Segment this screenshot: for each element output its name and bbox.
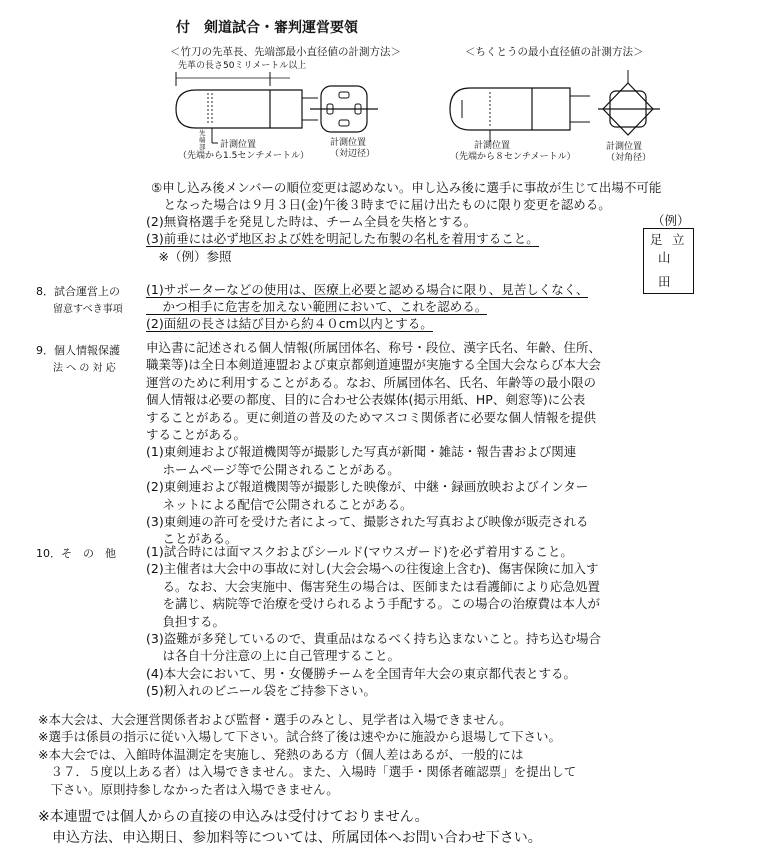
section-8-line-3-text: (2)面紐の長さは結び目から約４０cm以内とする。 bbox=[146, 316, 433, 331]
section-10-line: る。なお、大会実施中、傷害発生の場合は、医師または看護師により応急処置 bbox=[146, 578, 600, 594]
section-10-line: (4)本大会において、男・女優勝チームを全国青年大会の東京都代表とする。 bbox=[146, 665, 576, 681]
section-8-line-2-text: かつ相手に危害を加えない範囲において、これを認める。 bbox=[146, 299, 488, 314]
page-title: 付 剣道試合・審判運営要領 bbox=[176, 20, 358, 36]
section-9-line: (3)東剣連の許可を受けた者によって、撮影された写真および映像が販売される bbox=[146, 514, 589, 530]
section-8-line-1-text: (1)サポーターなどの使用は、医療上必要と認める場合に限り、見苦しくなく、 bbox=[146, 282, 589, 297]
tip-vertical-label: 先端部 bbox=[199, 129, 206, 151]
footer-line-1: ※本連盟では個人からの直接の申込みは受付けておりません。 bbox=[38, 809, 429, 825]
section-8-line-3 bbox=[146, 315, 433, 332]
section-9-line: 申込書に記述される個人情報(所属団体名、称号・段位、漢字氏名、年齢、住所、 bbox=[146, 340, 601, 355]
left-length-note: 先革の長さ50ミリメートル以上 bbox=[178, 61, 307, 71]
item-5-line-1: ⑤申し込み後メンバーの順位変更は認めない。申し込み後に選手に事故が生じて出場不可能 bbox=[151, 180, 662, 195]
section-9-line: (1)東剣連および報道機関等が撮影した写真が新聞・雑誌・報告書および関連 bbox=[146, 444, 577, 460]
left-pos1-label: 計測位置 bbox=[220, 140, 257, 150]
section-10-line: を講じ、病院等で治療を受けられるよう手配する。この場合の治療費は本人が bbox=[146, 596, 600, 612]
section-8-line-1 bbox=[146, 281, 588, 298]
right-pos1-sub: （先端から８センチメートル） bbox=[450, 152, 576, 162]
section-10-line: は各自十分注意の上に自己管理すること。 bbox=[146, 648, 400, 664]
nafuda-left-2: 山 bbox=[658, 250, 671, 265]
section-10-line: (2)主催者は大会中の事故に対し(大会会場への往復途上含む)、傷害保険に加入す bbox=[146, 561, 599, 577]
right-pos2-sub: （対角径） bbox=[606, 153, 652, 163]
note-line: ※選手は係員の指示に従い入場して下さい。試合終了後は速やかに施設から退場して下さい。 bbox=[38, 729, 561, 745]
section-10-label: 10．そ の 他 bbox=[36, 547, 116, 560]
nafuda-right-1: 立 bbox=[672, 232, 685, 247]
section-9-line: することがある。更に剣道の普及のためマスコミ関係者に必要な個人情報を提供 bbox=[146, 409, 597, 425]
notes-block bbox=[38, 711, 576, 798]
left-pos1-sub: （先端から1.5センチメートル） bbox=[178, 151, 309, 161]
item-3-text: (3)前垂には必ず地区および姓を明記した布製の名札を着用すること。 bbox=[146, 231, 539, 246]
footer-line-2: 申込方法、申込期日、参加料等については、所属団体へお問い合わせ下さい。 bbox=[38, 830, 542, 846]
section-9-line: ことがある。 bbox=[146, 531, 238, 547]
right-pos2-label: 計測位置 bbox=[606, 142, 643, 152]
note-line: ３７．５度以上ある者）は入場できません。また、入場時「選手・関係者確認票」を提出して bbox=[38, 764, 577, 780]
section-8-line-2 bbox=[146, 298, 487, 315]
section-9-line: 個人情報は必要の都度、目的に合わせ公表媒体(掲示用紙、HP、剣窓等)に公表 bbox=[146, 392, 586, 408]
item-3 bbox=[146, 230, 539, 247]
item-5-line-2: となった場合は９月３日(金)午後３時までに届け出たものに限り変更を認める。 bbox=[151, 197, 611, 212]
item-3-note: ※（例）参照 bbox=[146, 249, 232, 264]
left-pos2-label: 計測位置 bbox=[330, 138, 367, 148]
nafuda-example-box bbox=[643, 228, 694, 294]
section-9-body bbox=[146, 339, 601, 548]
section-9-label: 9．個人情報保護 bbox=[36, 344, 120, 357]
left-diagram-caption: ＜竹刀の先革長、先端部最小直径値の計測方法＞ bbox=[170, 46, 401, 58]
section-9-line: 職業等)は全日本剣道連盟および東京都剣道連盟が実施する全国大会ならび本大会 bbox=[146, 357, 601, 373]
section-9-line: ネットによる配信で公開されることがある。 bbox=[146, 496, 413, 512]
section-8-sublabel: 留意すべき事項 bbox=[53, 304, 123, 315]
right-diagram-caption: ＜ちくとうの最小直径値の計測方法＞ bbox=[465, 46, 644, 58]
section-9-line: ホームページ等で公開されることがある。 bbox=[146, 461, 400, 477]
item-2: (2)無資格選手を発見した時は、チーム全員を失格とする。 bbox=[146, 214, 477, 229]
note-line: 下さい。原則持参しなかった者は入場できません。 bbox=[38, 781, 339, 797]
section-10-line: 負担する。 bbox=[146, 613, 225, 629]
nafuda-left-3: 田 bbox=[658, 274, 671, 289]
note-line: ※本大会は、大会運営関係者および監督・選手のみとし、見学者は入場できません。 bbox=[38, 712, 512, 727]
note-line: ※本大会では、入館時体温測定を実施し、発熱のある方（個人差はあるが、一般的には bbox=[38, 746, 524, 762]
right-pos1-label: 計測位置 bbox=[474, 141, 511, 151]
section-9-line: することがある。 bbox=[146, 427, 247, 443]
section-10-body bbox=[146, 543, 601, 700]
left-pos2-sub: （対辺径） bbox=[330, 149, 376, 159]
section-8-label: 8．試合運営上の bbox=[36, 285, 120, 298]
nafuda-example-label: （例） bbox=[652, 213, 690, 228]
nafuda-left-1: 足 bbox=[650, 232, 663, 247]
section-9-line: 運営のために利用することがある。なお、所属団体名、氏名、年齢等の最小限の bbox=[146, 374, 597, 390]
section-9-line: (2)東剣連および報道機関等が撮影した映像が、中継・録画放映およびインター bbox=[146, 479, 589, 495]
section-10-line: (5)籾入れのビニール袋をご持参下さい。 bbox=[146, 683, 376, 699]
section-10-line: (3)盗難が多発しているので、貴重品はなるべく持ち込まないこと。持ち込む場合 bbox=[146, 631, 601, 647]
section-10-line: (1)試合時には面マスクおよびシールド(マウスガード)を必ず着用すること。 bbox=[146, 544, 573, 559]
section-9-sublabel: 法 へ の 対 応 bbox=[53, 363, 116, 374]
